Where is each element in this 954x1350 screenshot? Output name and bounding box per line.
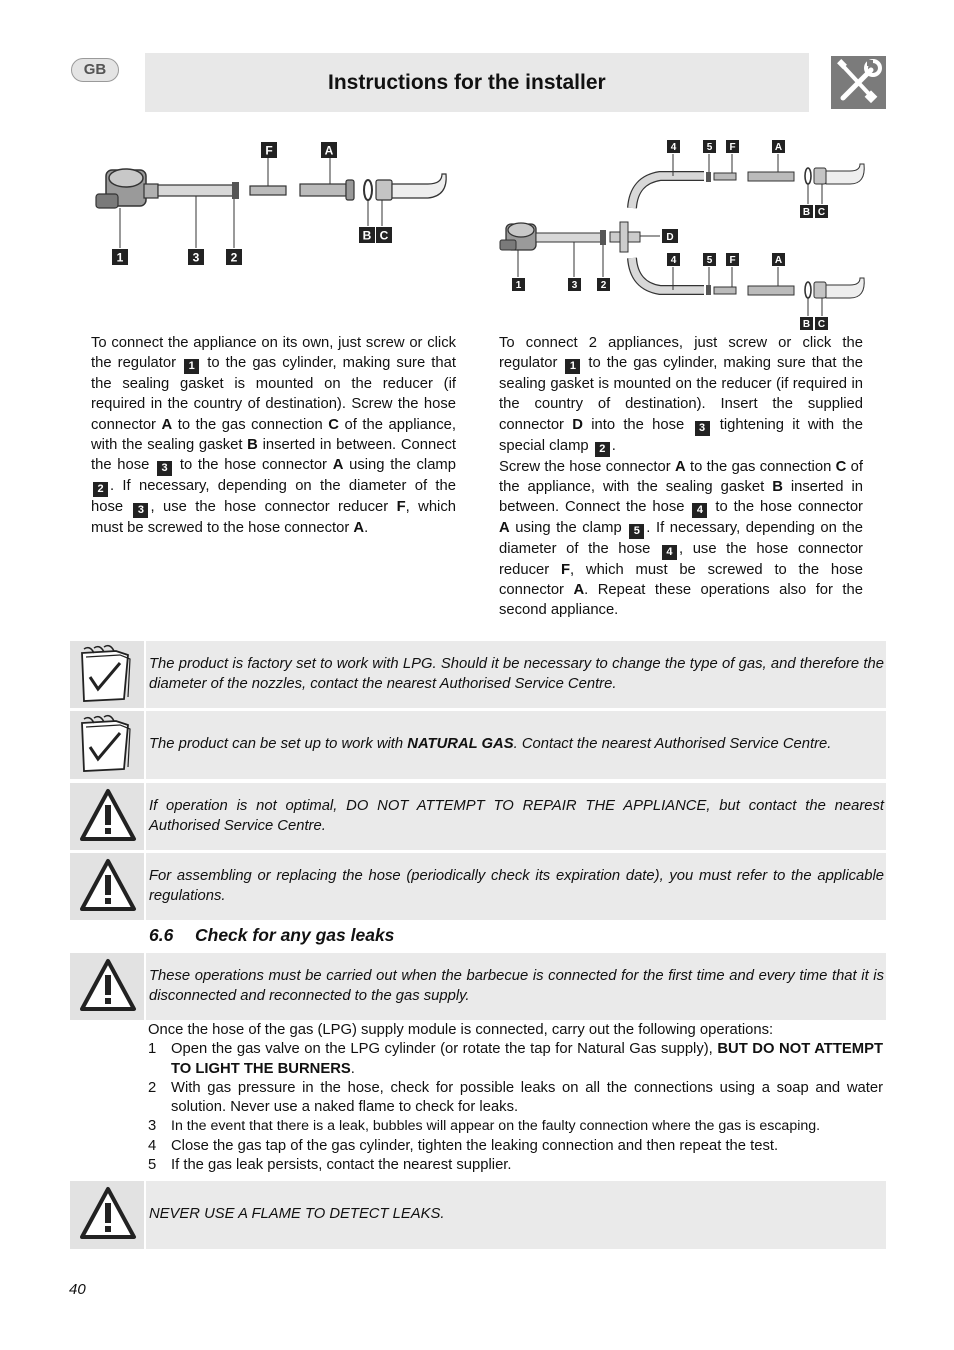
label-3: 3 [192,250,200,265]
warning-text: NEVER USE A FLAME TO DETECT LEAKS. [149,1206,445,1223]
warning-text: For assembling or replacing the hose (periodically check its expiration date), you must refer to the applicable regulations. [149,868,884,904]
warning-triangle-icon [70,853,144,920]
warning-box [70,953,886,1020]
ref-badge: 5 [629,524,644,539]
section-number: 6.6 [149,925,174,945]
label-2: 2 [600,280,607,291]
ref-badge: 4 [662,545,677,560]
section-title: Check for any gas leaks [195,925,395,945]
warning-box [70,1181,886,1249]
sealing-gasket-b [364,180,372,200]
ref-badge: 1 [184,359,199,374]
ref-badge: 4 [692,503,707,518]
note-text: The product can be set up to work with NATURAL GAS. Contact the nearest Authorised Service Centre. [149,736,832,753]
reducer-f [250,186,286,195]
single-appliance-connection-diagram [92,138,458,270]
two-appliances-instructions: To connect 2 appliances, just screw or click the regulator 1 to the gas cylinder, making sure that the sealing gasket is mounted on the reducer (if required in the country of destination). Insert the supplied connector D into the hose 3 tightening it with the special clamp 2 . Screw the hose connector A to the gas connection C of the appliance, with the sealing gasket B inserted in between. Connect the hose 4 to the hose connector A using the clamp 5 . If necessary, depending on the diameter of the hose 4 , use the hose connector reducer F, which must be screwed to the hose connector A. Repeat these operations also for the second appliance. [499,335,863,619]
note-box [70,641,886,708]
hose-connector-a [300,184,346,196]
warning-triangle-icon [70,1181,144,1249]
single-appliance-instructions: To connect the appliance on its own, just screw or click the regulator 1 to the gas cylinder, making sure that the sealing gasket is mounted on the reducer (if required in the country of destination). Screw the hose connector A to the gas connection C of the appliance, with the sealing gasket B inserted in between. Connect the hose 3 to the hose connector A using the clamp 2 . If necessary, depending on the diameter of the hose 3 , use the hose connector reducer F, which must be screwed to the hose connector A. [91,335,456,537]
label-f-lower: F [729,255,736,266]
leak-check-procedure [148,1021,883,1175]
language-badge: GB [71,58,119,82]
notepad-check-icon [70,711,144,779]
list-item: 4 Close the gas tap of the gas cylinder, tighten the leaking connection and then repeat the test. [148,1137,779,1154]
label-1: 1 [116,250,124,265]
label-a: A [324,143,334,158]
label-4-upper: 4 [670,142,677,153]
label-4-lower: 4 [670,255,677,266]
label-5-upper: 5 [706,142,713,153]
ref-badge: 2 [93,482,108,497]
warning-text: If operation is not optimal, DO NOT ATTEMPT TO REPAIR THE APPLIANCE, but contact the nearest Authorised Service Centre. [149,798,884,834]
warning-box [70,853,886,920]
label-a-upper: A [774,142,783,153]
wrench-screwdriver-icon [831,56,886,109]
label-c-lower: C [817,319,826,330]
label-2: 2 [230,250,238,265]
label-f: F [265,143,273,158]
two-appliances-connection-diagram [498,136,870,336]
gas-connection-c [392,174,446,198]
ref-badge: 3 [157,461,172,476]
ref-badge: 1 [565,359,580,374]
label-1: 1 [515,280,522,291]
label-b-upper: B [802,207,811,218]
label-b: B [362,228,372,243]
note-text: The product is factory set to work with LPG. Should it be necessary to change the type of gas, and therefore the diameter of the nozzles, contact the nearest Authorised Service Centre. [149,656,884,692]
warning-box [70,783,886,850]
note-box [70,711,886,779]
label-d: D [666,232,674,243]
hose [158,185,238,196]
page-number: 40 [69,1281,86,1298]
label-c-upper: C [817,207,826,218]
regulator-illustration [96,169,158,208]
list-item: 2 With gas pressure in the hose, check for possible leaks on all the connections using a soap and water solution. Never use a naked flame to check for leaks. [148,1079,883,1116]
regulator-illustration [500,223,536,250]
notepad-check-icon [70,641,144,708]
procedure-intro: Once the hose of the gas (LPG) supply module is connected, carry out the following operations: [148,1022,774,1038]
label-a-lower: A [774,255,783,266]
label-f-upper: F [729,142,736,153]
ref-badge: 3 [133,503,148,518]
hose [536,233,604,242]
label-5-lower: 5 [706,255,713,266]
page-title: Instructions for the installer [145,53,809,112]
section-heading [149,925,394,946]
warning-text: These operations must be carried out when the barbecue is connected for the first time and every time that it is disconnected and reconnected to the gas supply. [149,968,884,1004]
ref-badge: 2 [595,442,610,457]
warning-triangle-icon [70,783,144,850]
warning-triangle-icon [70,953,144,1020]
label-3: 3 [571,280,578,291]
hose-clamp [232,182,239,199]
label-b-lower: B [802,319,811,330]
list-item: 5 If the gas leak persists, contact the nearest supplier. [148,1157,512,1174]
ref-badge: 3 [695,421,710,436]
list-item: 1 Open the gas valve on the LPG cylinder (or rotate the tap for Natural Gas supply), BUT DO NOT ATTEMPT TO LIGHT THE BURNERS. [148,1041,883,1077]
list-item: 3 In the event that there is a leak, bubbles will appear on the faulty connection where the gas is escaping. [148,1118,821,1135]
diagram-labels [112,142,392,265]
label-c: C [379,228,389,243]
